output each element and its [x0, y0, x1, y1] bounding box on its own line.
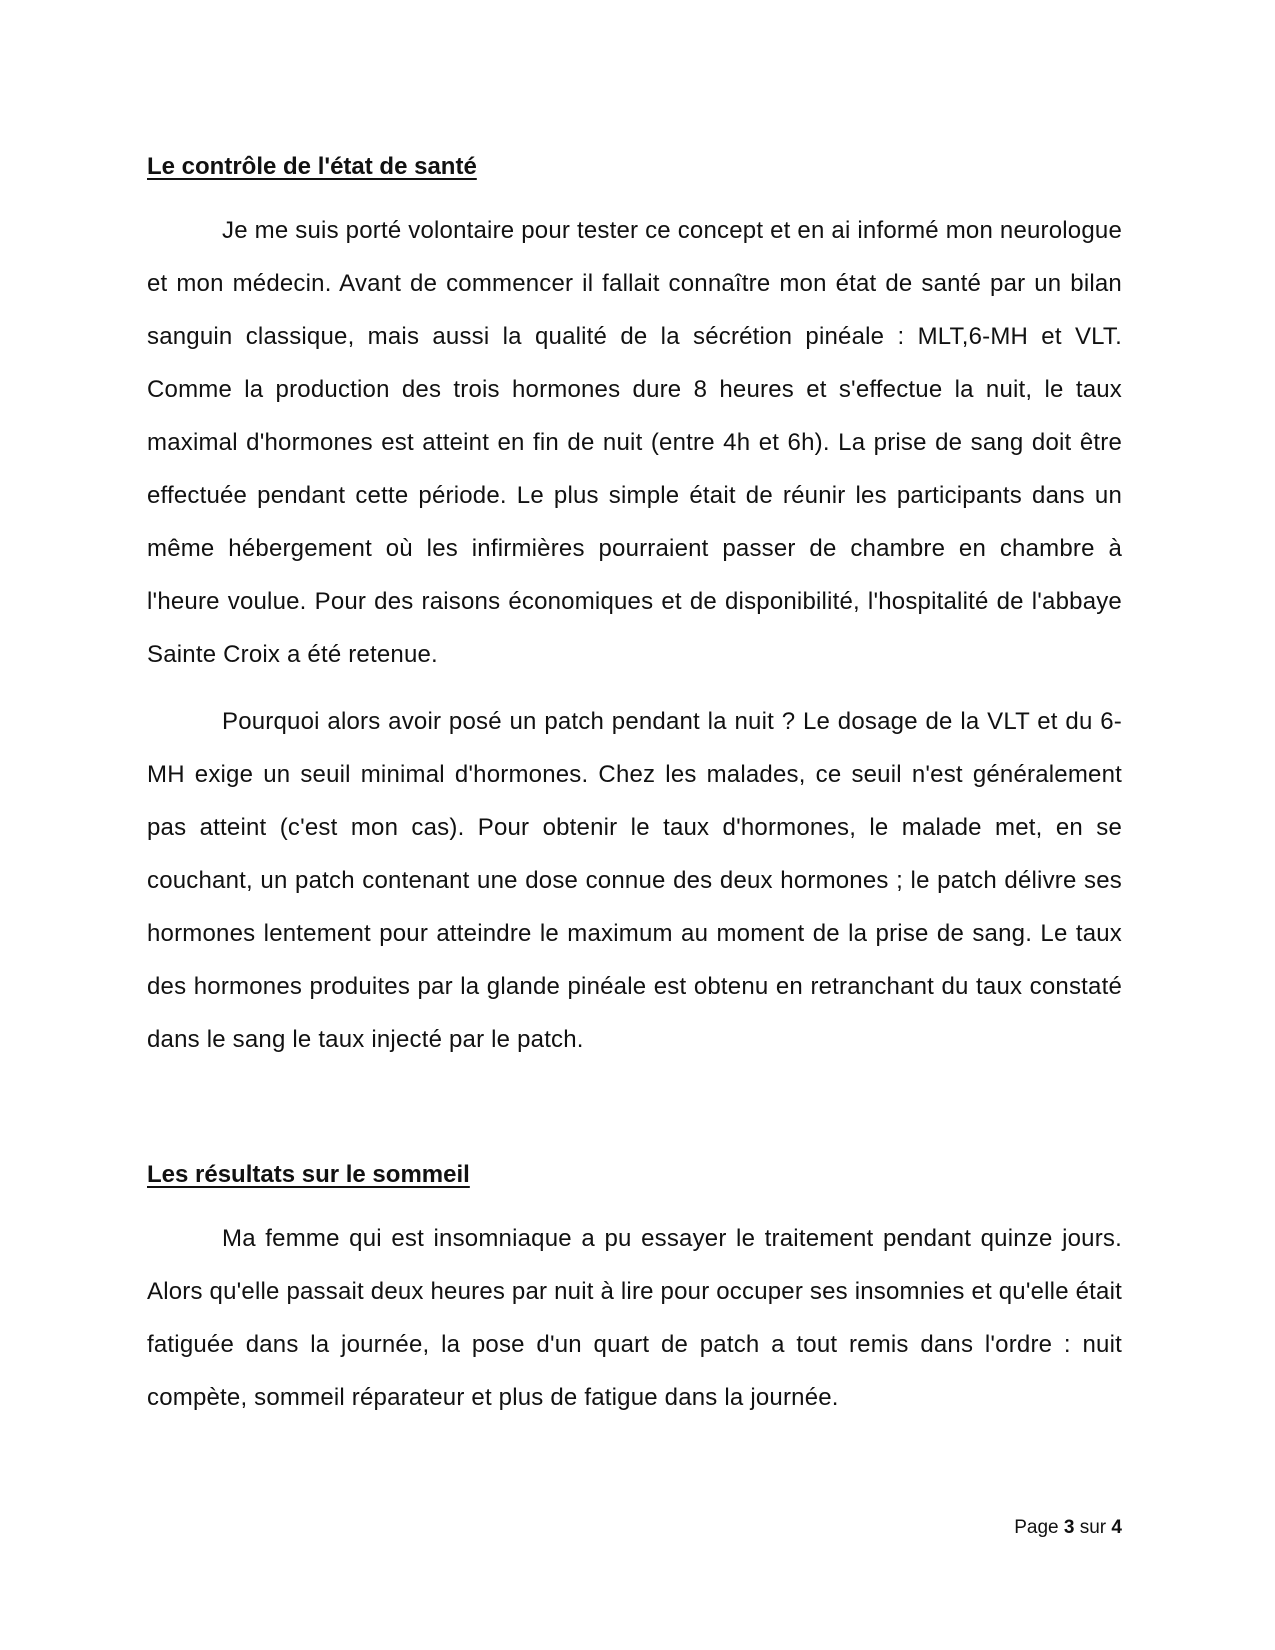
current-page-number: 3: [1063, 1517, 1075, 1538]
document-page: [147, 130, 1122, 1438]
section-spacer: [147, 1080, 1122, 1138]
total-pages-number: 4: [1111, 1517, 1122, 1538]
page-label: Page: [1014, 1517, 1059, 1538]
section-heading-sleep-results: Les résultats sur le sommeil: [147, 1161, 470, 1188]
paragraph: Ma femme qui est insomniaque a pu essayer le traitement pendant quinze jours. Alors qu'elle passait deux heures par nuit à lire pour occuper ses insomnies et qu'elle était fatiguée dans la journée, la pose d'un quart de patch a tout remis dans l'ordre : nuit compète, sommeil réparateur et plus de fatigue dans la journée.: [147, 1225, 1122, 1411]
paragraph: Pourquoi alors avoir posé un patch pendant la nuit ? Le dosage de la VLT et du 6-MH exige un seuil minimal d'hormones. Chez les malades, ce seuil n'est généralement pas atteint (c'est mon cas). Pour obtenir le taux d'hormones, le malade met, en se couchant, un patch contenant une dose connue des deux hormones ; le patch délivre ses hormones lentement pour atteindre le maximum au moment de la prise de sang. Le taux des hormones produites par la glande pinéale est obtenu en retranchant du taux constaté dans le sang le taux injecté par le patch.: [147, 708, 1122, 1053]
section-heading-health-check: Le contrôle de l'état de santé: [147, 153, 477, 180]
page-number-footer: [1014, 1516, 1122, 1540]
page-separator: sur: [1079, 1517, 1107, 1538]
paragraph: Je me suis porté volontaire pour tester ce concept et en ai informé mon neurologue et mon médecin. Avant de commencer il fallait connaître mon état de santé par un bilan sanguin classique, mais aussi la qualité de la sécrétion pinéale : MLT,6-MH et VLT. Comme la production des trois hormones dure 8 heures et s'effectue la nuit, le taux maximal d'hormones est atteint en fin de nuit (entre 4h et 6h). La prise de sang doit être effectuée pendant cette période. Le plus simple était de réunir les participants dans un même hébergement où les infirmières pourraient passer de chambre en chambre à l'heure voulue. Pour des raisons économiques et de disponibilité, l'hospitalité de l'abbaye Sainte Croix a été retenue.: [147, 217, 1122, 668]
